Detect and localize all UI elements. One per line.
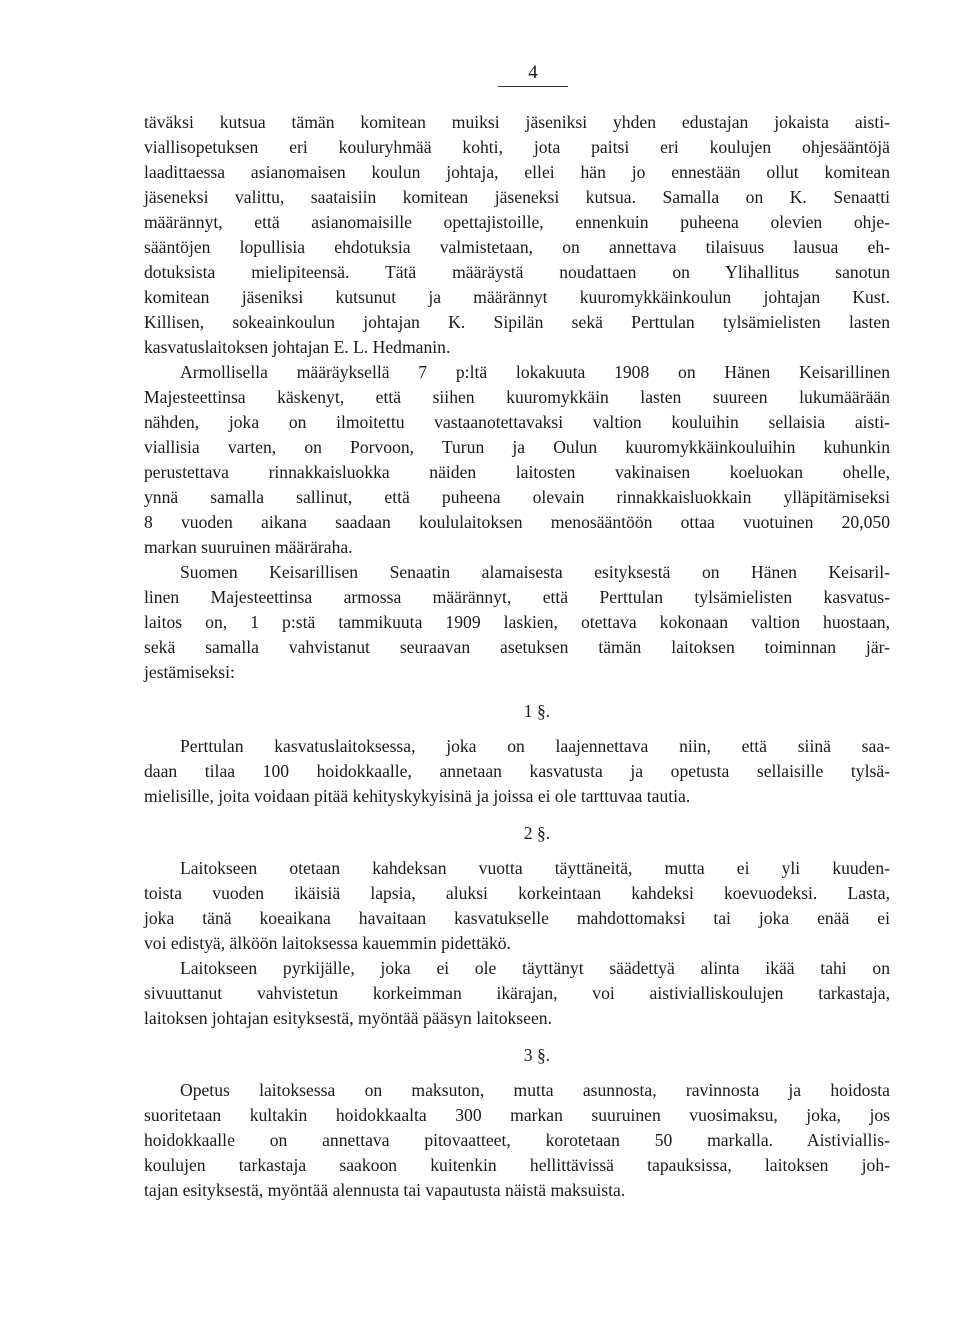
section-3-paragraph [144,1078,890,1203]
text-line: sääntöjen lopullisia ehdotuksia valmistetaan, on annettava tilaisuus lausua eh- [144,237,890,257]
text-line: komitean jäseniksi kutsunut ja määrännyt kuuromykkäinkoulun johtajan Kust. [144,287,890,307]
text-line: viallisia varten, on Porvoon, Turun ja Oulun kuuromykkäinkouluihin kuhunkin [144,437,890,457]
text-line: laitos on, 1 p:stä tammikuuta 1909 laskien, otettava kokonaan valtion huostaan, [144,612,890,632]
text-line: viallisopetuksen eri kouluryhmää kohti, jota paitsi eri koulujen ohjesääntöjä [144,137,890,157]
text-line: Laitokseen otetaan kahdeksan vuotta täyttäneitä, mutta ei yli kuuden- [180,858,890,878]
text-line: joka tänä koeaikana havaitaan kasvatukselle mahdottomaksi tai joka enää ei [144,908,890,928]
text-line: Killisen, sokeainkoulun johtajan K. Sipilän sekä Perttulan tylsämielisten lasten [144,312,890,332]
text-line: Majesteettinsa käskenyt, että siihen kuuromykkäin lasten suureen lukumäärään [144,387,890,407]
page-number-container [498,62,568,87]
text-line: täväksi kutsua tämän komitean muiksi jäseniksi yhden edustajan jokaista aisti- [144,112,890,132]
section-heading-2: 2 §. [523,823,551,843]
text-line: Armollisella määräyksellä 7 p:ltä lokakuuta 1908 on Hänen Keisarillinen [180,362,890,382]
text-line: Suomen Keisarillisen Senaatin alamaisesta esityksestä on Hänen Keisaril- [180,562,890,582]
text-line: sekä samalla vahvistanut seuraavan asetuksen tämän laitoksen toiminnan jär- [144,637,890,657]
text-line: voi edistyä, älköön laitoksessa kauemmin pidettäkö. [144,933,511,953]
text-line: ynnä samalla sallinut, että puheena olevain rinnakkaisluokkain ylläpitämiseksi [144,487,890,507]
section-2-paragraph-1 [144,856,890,956]
text-line: määrännyt, että asianomaisille opettajistoille, ennenkuin puheena olevien ohje- [144,212,890,232]
text-line: dotuksista mielipiteensä. Tätä määräystä noudattaen on Ylihallitus sanotun [144,262,890,282]
section-heading-3: 3 §. [523,1045,551,1065]
text-line: koulujen tarkastaja saakoon kuitenkin hellittävissä tapauksissa, laitoksen joh- [144,1155,890,1175]
section-heading-1: 1 §. [523,701,551,721]
text-line: hoidokkaalle on annettava pitovaatteet, korotetaan 50 markalla. Aistiviallis- [144,1130,890,1150]
text-line: jäseneksi valittu, saataisiin komitean jäseneksi kutsua. Samalla on K. Senaatti [144,187,890,207]
page-number: 4 [528,62,538,83]
paragraph-intro [144,110,890,360]
text-line: laitoksen johtajan esityksestä, myöntää pääsyn laitokseen. [144,1008,552,1028]
document-body [144,110,890,1203]
text-line: kasvatuslaitoksen johtajan E. L. Hedmanin. [144,337,451,357]
section-2-paragraph-2 [144,956,890,1031]
paragraph-senate-proposal [144,560,890,685]
text-line: linen Majesteettinsa armossa määrännyt, että Perttulan tylsämielisten kasvatus- [144,587,890,607]
text-line: tajan esityksestä, myöntää alennusta tai vapautusta näistä maksuista. [144,1180,626,1200]
text-line: mielisille, joita voidaan pitää kehityskykyisinä ja joissa ei ole tarttuvaa tautia. [144,786,691,806]
text-line: suoritetaan kultakin hoidokkaalta 300 markan suuruinen vuosimaksu, joka, jos [144,1105,890,1125]
text-line: perustettava rinnakkaisluokka näiden laitosten vakinaisen koeluokan ohelle, [144,462,890,482]
paragraph-decree-1908 [144,360,890,560]
text-line: Perttulan kasvatuslaitoksessa, joka on laajennettava niin, että siinä saa- [180,736,890,756]
text-line: toista vuoden ikäisiä lapsia, aluksi korkeintaan kahdeksi koevuodeksi. Lasta, [144,883,890,903]
text-line: markan suuruinen määräraha. [144,537,353,557]
text-line: nähden, joka on ilmoitettu vastaanotettavaksi valtion kouluihin sellaisia aisti- [144,412,890,432]
text-line: Opetus laitoksessa on maksuton, mutta asunnosta, ravinnosta ja hoidosta [180,1080,890,1100]
text-line: jestämiseksi: [144,662,235,682]
text-line: 8 vuoden aikana saadaan koululaitoksen menosääntöön ottaa vuotuinen 20,050 [144,512,890,532]
text-line: sivuuttanut vahvistetun korkeimman ikärajan, voi aistivialliskoulujen tarkastaja, [144,983,890,1003]
section-1-paragraph [144,734,890,809]
text-line: Laitokseen pyrkijälle, joka ei ole täyttänyt säädettyä alinta ikää tahi on [180,958,890,978]
text-line: laadittaessa asianomaisen koulun johtaja, ellei hän jo ennestään ollut komitean [144,162,890,182]
text-line: daan tilaa 100 hoidokkaalle, annetaan kasvatusta ja opetusta sellaisille tylsä- [144,761,890,781]
